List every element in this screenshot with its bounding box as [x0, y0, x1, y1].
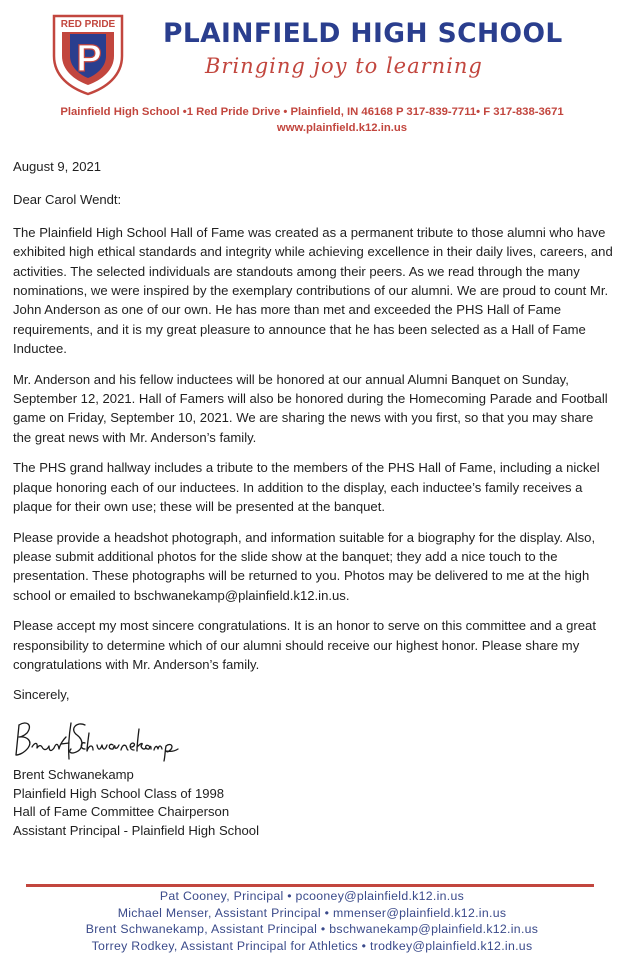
letter-paragraph: Please provide a headshot photograph, and information suitable for a biography for the display. Also, please submit additional photos for the slide show at the banquet; they add a nice touch to the presentation. These photographs will be returned to you. Photos may be delivered to me at the high school or emailed to bschwanekamp@plainfield.k12.in.us. — [13, 529, 596, 603]
letter-closing: Sincerely, — [13, 687, 70, 703]
footer-divider — [26, 884, 594, 887]
footer-contact-line: Michael Menser, Assistant Principal • mmenser@plainfield.k12.in.us — [117, 905, 507, 920]
letter-date: August 9, 2021 — [13, 159, 102, 174]
school-name: PLAINFIELD HIGH SCHOOL — [163, 18, 563, 49]
footer-contact-line: Pat Cooney, Principal • pcooney@plainfield.k12.in.us — [159, 889, 465, 903]
footer-contact-line: Brent Schwanekamp, Assistant Principal • bschwanekamp@plainfield.k12.in.us — [85, 922, 539, 936]
letter-paragraph: Please accept my most sincere congratulations. It is an honor to serve on this committee and a great responsibility to determine which of our alumni should receive our highest honor. Please share my congratulations with Mr. Anderson’s family. — [13, 618, 596, 672]
signer-name: Brent Schwanekamp — [13, 767, 134, 782]
footer-contact-line: Torrey Rodkey, Assistant Principal for Athletics • trodkey@plainfield.k12.in.us — [91, 938, 533, 953]
logo-text: RED PRIDE — [60, 19, 116, 30]
letter-body — [13, 157, 615, 716]
school-tagline: Bringing joy to learning — [205, 54, 483, 78]
red-pride-logo — [48, 10, 128, 96]
letterhead-address — [0, 104, 624, 136]
letter-paragraph: The Plainfield High School Hall of Fame was created as a permanent tribute to those alumni who have exhibited high ethical standards and integrity while achieving excellence in their daily lives, careers, and activities. The selected individuals are standouts among their peers. As we read through the many nominations, we were inspired by the exemplary contributions of our alumni. We are proud to count Mr. John Anderson as one of our own. He has more than met and exceeded the PHS Hall of Fame requirements, and it is my great pleasure to announce that he has been selected as a Hall of Fame Inductee. — [13, 224, 613, 357]
signature-block — [13, 766, 413, 840]
logo-letter: P — [76, 38, 102, 80]
footer-contacts — [0, 888, 624, 954]
letter-salutation: Dear Carol Wendt: — [13, 192, 122, 208]
signer-line: Assistant Principal - Plainfield High School — [13, 822, 259, 838]
website-link[interactable]: www.plainfield.k12.in.us — [276, 122, 408, 134]
signer-line: Hall of Fame Committee Chairperson — [13, 804, 230, 820]
letter-paragraph: Mr. Anderson and his fellow inductees will be honored at our annual Alumni Banquet on Sunday, September 12, 2021. Hall of Famers will also be honored during the Homecoming Parade and Football game on Friday, September 10, 2021. We are sharing the news with you first, so that you may share the great news with Mr. Anderson’s family. — [13, 371, 608, 445]
letter-paragraph: The PHS grand hallway includes a tribute to the members of the PHS Hall of Fame, including a nickel plaque honoring each of our inductees. In addition to the display, each inductee’s family receives a plaque for their own use; these will be presented at the banquet. — [13, 460, 600, 515]
handwritten-signature — [13, 715, 188, 763]
address-line: Plainfield High School •1 Red Pride Drive • Plainfield, IN 46168 P 317-839-7711• F 317-838-3671 — [60, 106, 564, 118]
signer-line: Plainfield High School Class of 1998 — [13, 785, 225, 801]
